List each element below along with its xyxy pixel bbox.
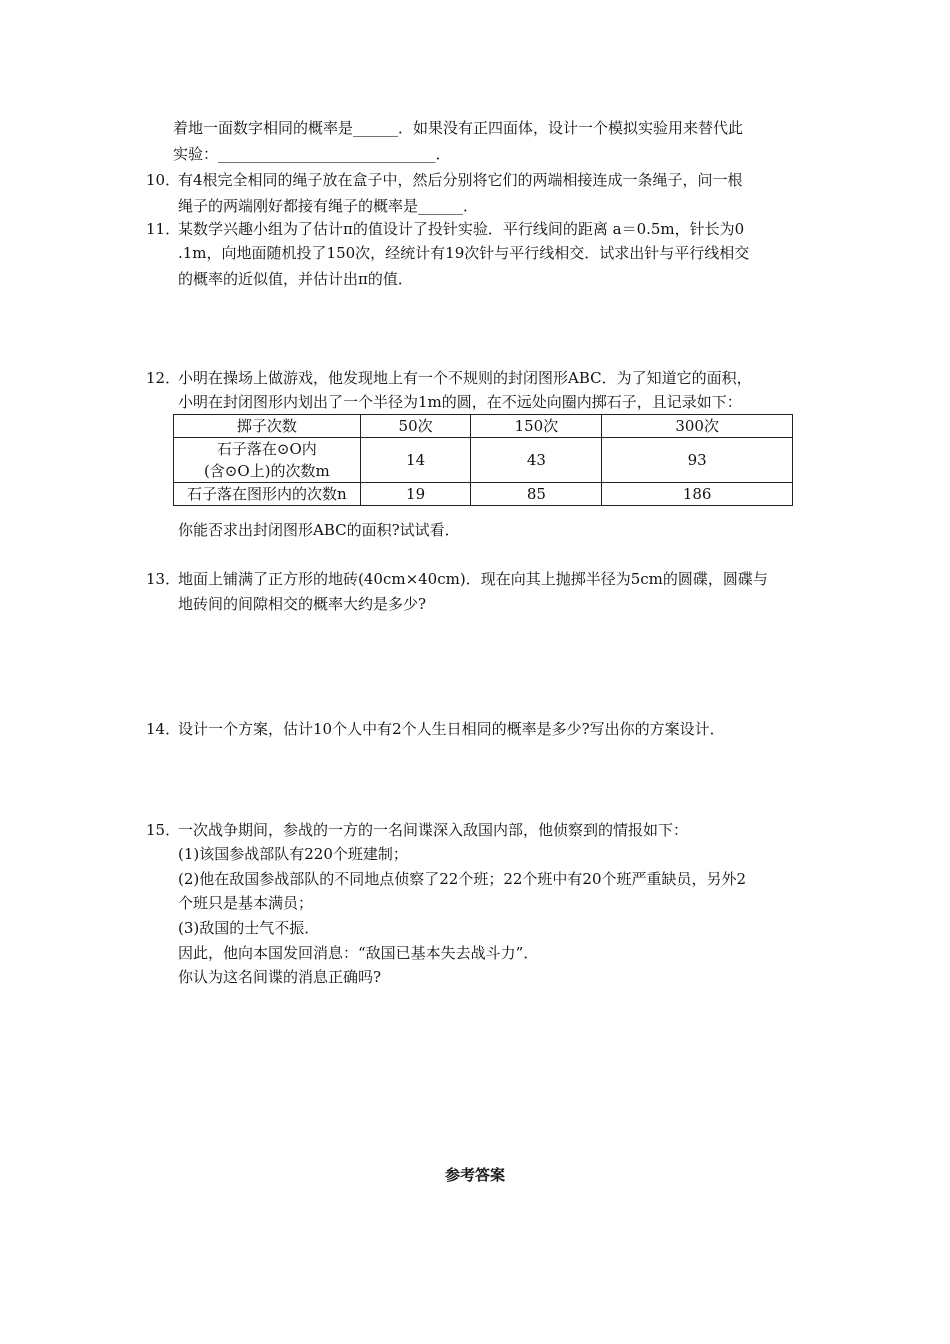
q13-number: 13． (146, 570, 181, 588)
q12-number: 12． (146, 369, 181, 387)
q10-line2: 绳子的两端刚好都接有绳子的概率是______． (178, 197, 479, 215)
answer-section-title: 参考答案 (444, 1166, 505, 1184)
q12-line3: 你能否求出封闭图形ABC的面积?试试看． (178, 521, 460, 539)
q11-line3: 的概率的近似值，并估计出π的值． (178, 270, 413, 288)
table-row-label-line: (含⊙O上)的次数m (203, 462, 330, 480)
q15-line3: (2)他在敌国参战部队的不同地点侦察了22个班；22个班中有20个班严重缺员，另外2 (178, 870, 747, 888)
table-cell: 14 (360, 438, 471, 483)
table-row-label-line: 石子落在⊙O内 (216, 440, 317, 458)
table-row (174, 438, 793, 483)
table-header-row (174, 415, 793, 438)
q11-number: 11． (146, 220, 181, 238)
table-header-cell: 300次 (602, 415, 793, 438)
table-header-cell: 150次 (471, 415, 602, 438)
table-header-cell: 掷子次数 (174, 415, 361, 438)
q14-number: 14． (146, 720, 181, 738)
stone-throw-table (173, 414, 793, 506)
q10-number: 10． (146, 171, 181, 189)
q9-line2: 实验：_____________________________． (173, 145, 451, 163)
q9-line1: 着地一面数字相同的概率是______．如果没有正四面体，设计一个模拟实验用来替代此 (173, 119, 744, 137)
table-row (174, 483, 793, 506)
table-cell: 19 (360, 483, 471, 506)
q13-line1: 地面上铺满了正方形的地砖(40cm×40cm)．现在向其上抛掷半径为5cm的圆碟，圆碟与 (178, 570, 768, 588)
q12-line2: 小明在封闭图形内划出了一个半径为1m的圆，在不远处向圈内掷石子，且记录如下： (178, 393, 742, 411)
table-cell: 186 (602, 483, 793, 506)
table-row-label: 石子落在图形内的次数n (174, 483, 361, 506)
q15-line7: 你认为这名间谍的消息正确吗? (178, 968, 382, 986)
q12-line1: 小明在操场上做游戏，他发现地上有一个不规则的封闭图形ABC．为了知道它的面积， (178, 369, 752, 387)
q10-line1: 有4根完全相同的绳子放在盒子中，然后分别将它们的两端相接连成一条绳子，问一根 (178, 171, 743, 189)
q15-line1: 一次战争期间，参战的一方的一名间谍深入敌国内部，他侦察到的情报如下： (178, 821, 689, 839)
q15-number: 15． (146, 821, 181, 839)
q15-line5: (3)敌国的士气不振． (178, 919, 320, 937)
q15-line4: 个班只是基本满员； (178, 894, 314, 912)
table-cell: 43 (471, 438, 602, 483)
q15-line6: 因此，他向本国发回消息：“敌国已基本失去战斗力”． (178, 944, 539, 962)
table-header-cell: 50次 (360, 415, 471, 438)
q14-line1: 设计一个方案，估计10个人中有2个人生日相同的概率是多少?写出你的方案设计． (178, 720, 725, 738)
q11-line2: .1m，向地面随机投了150次，经统计有19次针与平行线相交．试求出针与平行线相交 (178, 244, 750, 262)
table-row-label (174, 438, 361, 483)
q15-line2: (1)该国参战部队有220个班建制； (178, 845, 408, 863)
table-cell: 93 (602, 438, 793, 483)
q11-line1: 某数学兴趣小组为了估计π的值设计了投针实验．平行线间的距离 a＝0.5m，针长为0 (178, 220, 745, 238)
q13-line2: 地砖间的间隙相交的概率大约是多少? (178, 595, 427, 613)
table-cell: 85 (471, 483, 602, 506)
